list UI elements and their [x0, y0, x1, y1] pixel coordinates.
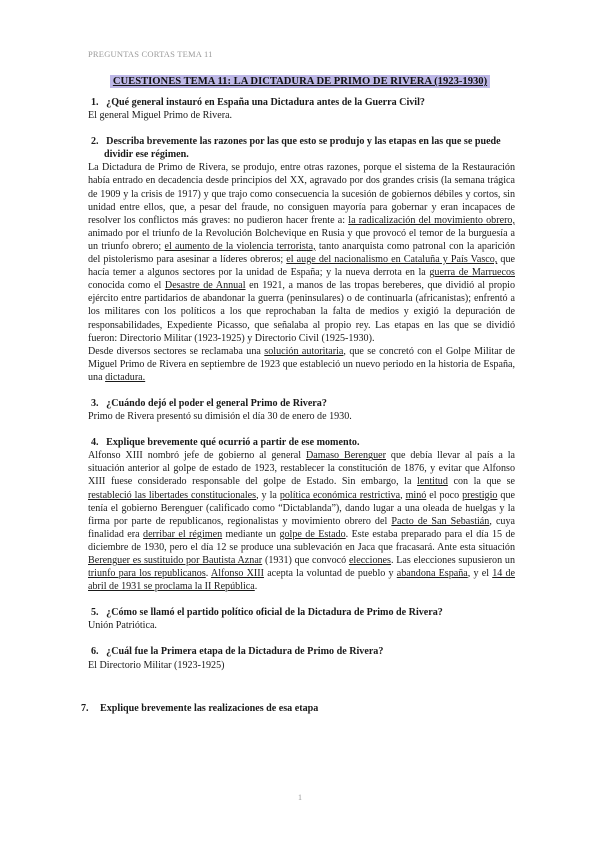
underlined-phrase: restableció las libertades constitucionales [88, 489, 257, 501]
question-3: 3. ¿Cuándo dejó el poder el general Primo de Rivera? [91, 397, 327, 409]
answer-4: Alfonso XIII nombró jefe de gobierno al general Damaso Berenguer que debía llevar al país a la situación anterior al golpe de estado de 1923, restablecer la constitución de 1876, y evitar que Alfonso XIII fuese considerado responsable del golpe de Estado. Sin embargo, la lentitud con la que se restableció las libertades constitucionales, y la política económica restrictiva, minó el poco prestigio que tenía el gobierno Berenguer (calificado como “Dictablanda”), dando lugar a una oleada de huelgas y la firma por parte de republicanos, regionalistas y movimiento obrero del Pacto de San Sebastián, cuya finalidad era derribar el régimen mediante un golpe de Estado. Este estaba preparado para el día 15 de diciembre de 1930, pero el día 12 se produce una sublevación en Jaca que fracasará. Ante esta situación Berenguer es sustituido por Bautista Aznar (1931) que convocó elecciones. Las elecciones supusieron un triunfo para los republicanos. Alfonso XIII acepta la voluntad de pueblo y abandona España, y el 14 de abril de 1931 se proclama la II República. [88, 450, 516, 593]
underlined-phrase: abandona España [396, 568, 468, 580]
answer-6: El Directorio Militar (1923-1925) [88, 659, 225, 671]
underlined-phrase: Pacto de San Sebastián [391, 515, 490, 527]
underlined-phrase: minó [405, 489, 427, 501]
underlined-phrase: Berenguer es sustituido por Bautista Aznar [88, 555, 263, 566]
question-1: 1. ¿Qué general instauró en España una Dictadura antes de la Guerra Civil? [91, 97, 425, 108]
underlined-phrase: Damaso Berenguer [305, 450, 386, 462]
underlined-phrase: guerra de Marruecos [429, 267, 515, 279]
answer-2-paragraph-2: Desde diversos sectores se reclamaba una solución autoritaria, que se concretó con el Golpe Militar de Miguel Primo de Rivera en septiembre de 1923 que estableció un nuevo periodo en la historia de España, una dictadura. [88, 345, 516, 383]
underlined-phrase: triunfo para los republicanos [88, 568, 206, 580]
page-number: 1 [298, 793, 302, 802]
underlined-phrase: Alfonso XIII [210, 568, 265, 580]
underlined-phrase: el aumento de la violencia terrorista, [164, 240, 316, 252]
question-4: 4. Explique brevemente qué ocurrió a partir de ese momento. [91, 437, 360, 449]
underlined-phrase: elecciones [348, 555, 391, 566]
answer-1: El general Miguel Primo de Rivera. [88, 110, 233, 122]
underlined-phrase: derribar el régimen [143, 528, 223, 540]
question-6: 6. ¿Cuál fue la Primera etapa de la Dictadura de Primo de Rivera? [91, 646, 384, 658]
title-wrap [0, 71, 600, 89]
underlined-phrase: lentitud [417, 476, 448, 488]
underlined-phrase: política económica restrictiva [279, 489, 401, 501]
question-7: 7. Explique brevemente las realizaciones de esa etapa [81, 702, 319, 714]
underlined-phrase: la radicalización del movimiento obrero, [348, 214, 515, 226]
underlined-phrase: 14 de abril de 1931 se proclama la II República [88, 568, 515, 593]
question-2: 2. Describa brevemente las razones por las que esto se produjo y las etapas en las que se puede dividir ese régimen. [91, 136, 501, 161]
answer-5: Unión Patriótica. [88, 620, 157, 632]
answer-2-paragraph-1: La Dictadura de Primo de Rivera, se produjo, entre otras razones, porque el sistema de la Restauración había entrado en decadencia desde principios del XX, agravado por dos grandes crisis (la semana trágica de 1909 y la crisis de 1917) y que trajo como consecuencia la sucesión de gobiernos débiles y cortos, sin unidad entre ellos, que, a pesar del fraude, no consiguen mayoría para gobernar y eran incapaces de resolver los conflictos más graves: no pudieron hacer frente a: la radicalización del movimiento obrero, animado por el triunfo de la Revolución Bolchevique en Rusia y que provocó el temor de la burguesía a un triunfo obrero; el aumento de la violencia terrorista, tanto anarquista como patronal con la aparición del pistolerismo para asesinar a líderes obreros; el auge del nacionalismo en Cataluña y País Vasco, que hacía temer a algunos sectores por la unidad de España; y la nueva derrota en la guerra de Marruecos conocida como el Desastre de Annual en 1921, a manos de las tropas bereberes, que dividió al propio ejército entre partidarios de abandonar la guerra (peninsulares) o de continuarla (africanistas); enfrentó a los militares con los políticos a los que reprochaban la falta de medios y exigió la depuración de responsabilidades, Expediente Picasso, que señalaba al propio rey. Las etapas en las que se dividió fueron: Directorio Militar (1923-1925) y Directorio Civil (1925-1930). [88, 162, 516, 344]
underlined-phrase: solución autoritaria [264, 345, 344, 357]
underlined-phrase: prestigio [462, 489, 498, 501]
underlined-phrase: golpe de Estado [279, 528, 346, 540]
underlined-phrase: Desastre de Annual [164, 280, 246, 292]
document-title: CUESTIONES TEMA 11: LA DICTADURA DE PRIMO DE RIVERA (1923-1930) [110, 75, 490, 88]
running-header: PREGUNTAS CORTAS TEMA 11 [88, 49, 213, 59]
question-5: 5. ¿Cómo se llamó el partido político oficial de la Dictadura de Primo de Rivera? [91, 607, 443, 619]
answer-3: Primo de Rivera presentó su dimisión el día 30 de enero de 1930. [88, 411, 352, 423]
content-body [81, 96, 516, 715]
underlined-phrase: dictadura. [105, 371, 146, 383]
underlined-phrase: el auge del nacionalismo en Cataluña y País Vasco, [286, 254, 498, 266]
